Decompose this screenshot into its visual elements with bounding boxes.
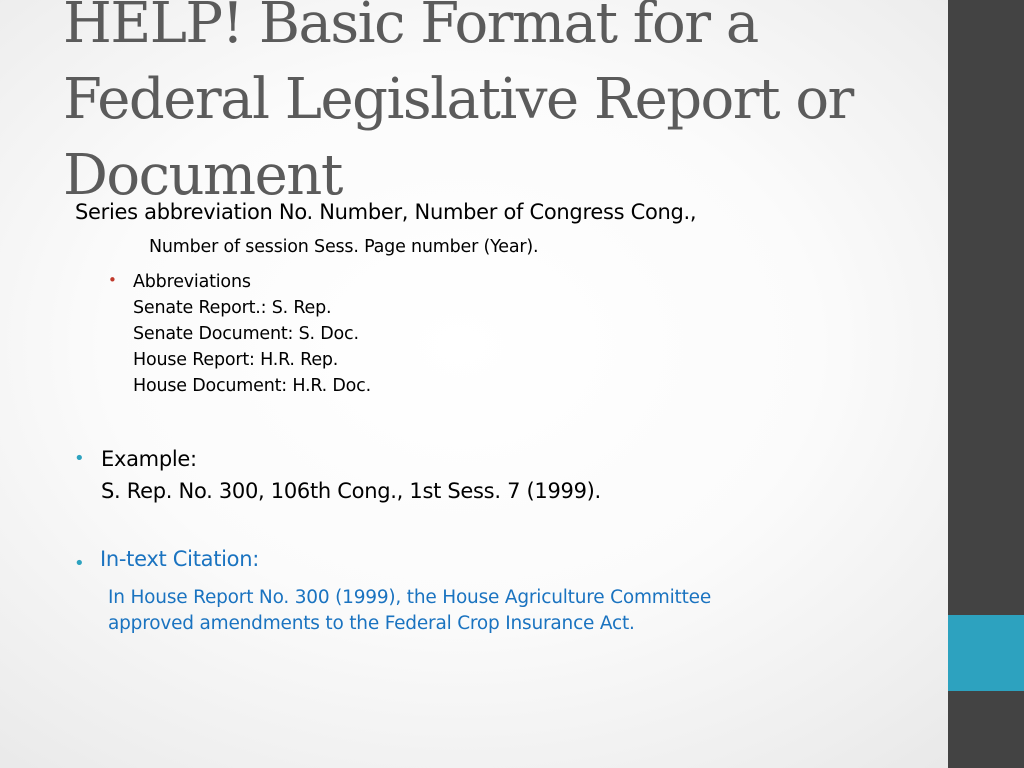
title-line-3: Document <box>63 143 342 208</box>
abbreviation-item: Senate Report.: S. Rep. <box>133 298 332 318</box>
citation-line-1: In House Report No. 300 (1999), the House Agriculture Committee <box>108 587 711 608</box>
format-line-1: Series abbreviation No. Number, Number of Congress Cong., <box>75 200 697 224</box>
abbreviations-heading: Abbreviations <box>133 272 251 292</box>
format-line-2: Number of session Sess. Page number (Year). <box>149 237 539 257</box>
abbreviations-list <box>133 269 371 399</box>
citation-bullet-icon: • <box>74 553 85 574</box>
example-text: S. Rep. No. 300, 106th Cong., 1st Sess. 7 (1999). <box>101 479 601 503</box>
abbreviation-item: House Report: H.R. Rep. <box>133 350 339 370</box>
abbreviation-item: House Document: H.R. Doc. <box>133 376 371 396</box>
citation-line-2: approved amendments to the Federal Crop Insurance Act. <box>108 613 635 634</box>
example-block <box>101 443 601 507</box>
citation-body <box>108 585 711 637</box>
slide-title <box>63 0 923 214</box>
title-line-2: Federal Legislative Report or <box>63 67 853 132</box>
abbreviations-bullet-icon: • <box>108 271 117 289</box>
sidebar-accent-block <box>948 615 1024 691</box>
title-line-1: HELP! Basic Format for a <box>63 0 758 56</box>
example-bullet-icon: • <box>74 448 85 469</box>
citation-label: In-text Citation: <box>100 547 260 571</box>
abbreviation-item: Senate Document: S. Doc. <box>133 324 359 344</box>
example-label: Example: <box>101 447 197 471</box>
